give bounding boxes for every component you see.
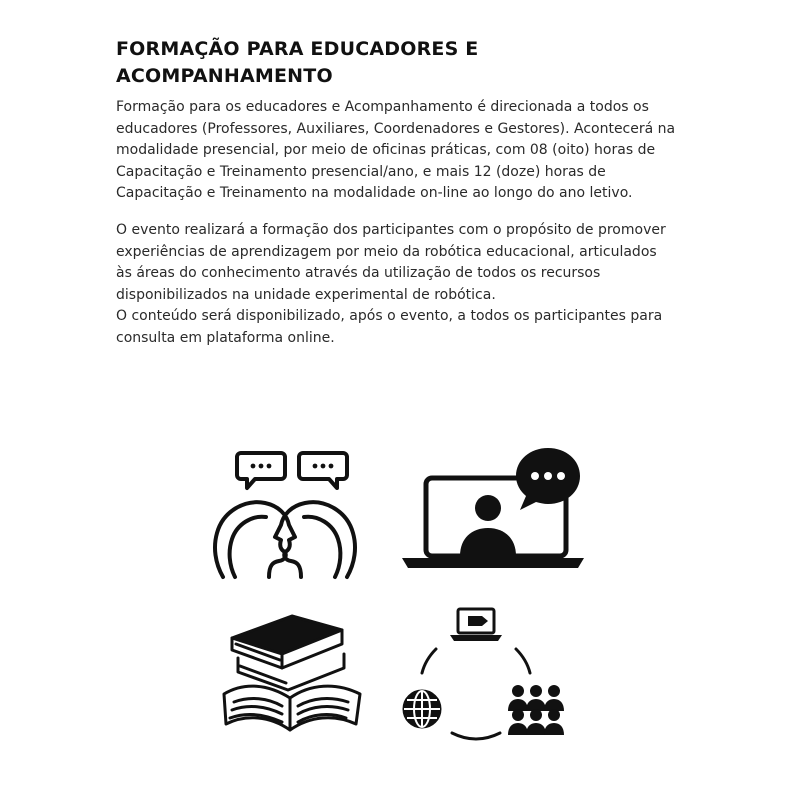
intro-paragraph	[116, 97, 716, 205]
online-learning-cycle-icon	[396, 605, 576, 745]
text-line: disponibilizados na unidade experimental de robótica.	[116, 286, 496, 303]
text-line: educadores (Professores, Auxiliares, Coordenadores e Gestores). Acontecerá na	[116, 120, 676, 137]
books-icon	[218, 608, 368, 738]
text-line: Capacitação e Treinamento na modalidade on-line ao longo do ano letivo.	[116, 185, 633, 201]
conversation-heads-icon	[205, 445, 365, 580]
event-paragraph	[116, 220, 716, 349]
text-line: O conteúdo será disponibilizado, após o evento, a todos os participantes para	[116, 308, 663, 324]
text-line: modalidade presencial, por meio de oficinas práticas, com 08 (oito) horas de	[116, 142, 656, 158]
text-line: Formação para os educadores e Acompanhamento é direcionada a todos os	[116, 99, 649, 115]
title-line: ACOMPANHAMENTO	[116, 65, 333, 87]
text-line: experiências de aprendizagem por meio da robótica educacional, articulados	[116, 243, 657, 260]
text-line: Capacitação e Treinamento presencial/ano, e mais 12 (doze) horas de	[116, 163, 606, 180]
page-title	[116, 36, 716, 90]
text-line: O evento realizará a formação dos participantes com o propósito de promover	[116, 222, 666, 238]
text-line: consulta em plataforma online.	[116, 329, 335, 346]
title-line: FORMAÇÃO PARA EDUCADORES E	[116, 38, 479, 60]
text-line: às áreas do conhecimento através da utilização de todos os recursos	[116, 265, 601, 281]
laptop-video-call-icon	[398, 440, 588, 575]
